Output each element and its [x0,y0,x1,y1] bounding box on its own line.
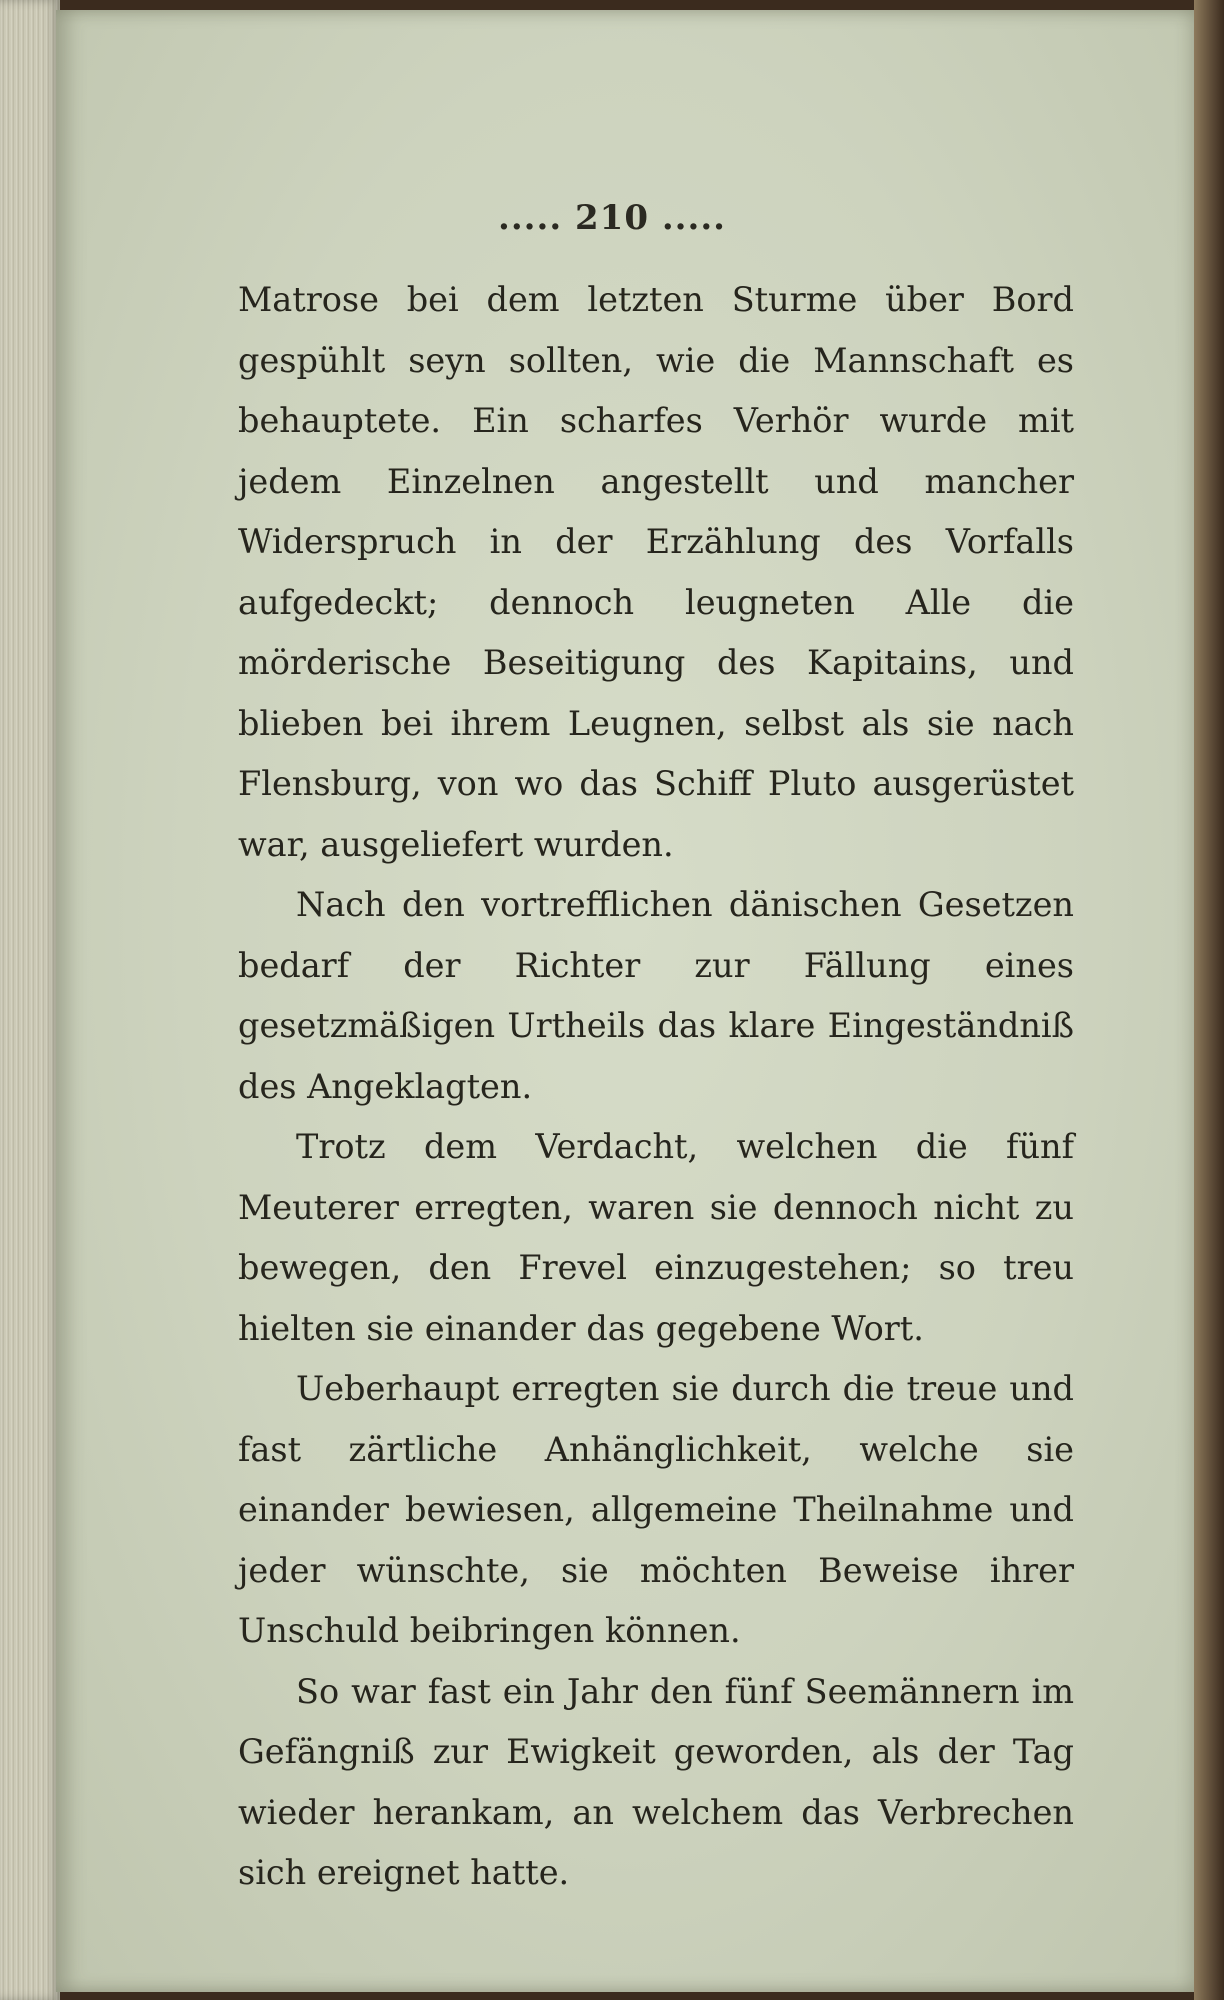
paragraph-5: So war fast ein Jahr den fünf Seemännern im Gefängniß zur Ewigkeit geworden, als der Tag wieder herankam, an welchem das Verbrechen sich ereignet hatte. [238,1671,1074,1892]
paragraph-1: Matrose bei dem letzten Sturme über Bord gespühlt seyn sollten, wie die Mannschaft es behauptete. Ein scharfes Verhör wurde mit jedem Einzelnen angestellt und mancher Widerspruch in der Erzählung des Vorfalls aufgedeckt; dennoch leugneten Alle die mörderische Beseitigung des Kapitains, und blieben bei ihrem Leugnen, selbst als sie nach Flensburg, von wo das Schiff Pluto ausgerüstet war, ausgeliefert wurden. [238,280,1074,864]
paragraph-4: Ueberhaupt erregten sie durch die treue und fast zärtliche Anhänglichkeit, welche sie einander bewiesen, allgemeine Theilnahme und jeder wünschte, sie möchten Beweise ihrer Unschuld beibringen können. [238,1369,1074,1650]
paragraph-2: Nach den vortrefflichen dänischen Gesetzen bedarf der Richter zur Fällung eines gesetzmäßigen Urtheils das klare Eingeständniß des Angeklagten. [238,885,1074,1106]
cover-edge [1194,0,1224,2000]
page-number: ..... 210 ..... [497,198,726,238]
page-stack-edge [0,0,60,2000]
paragraph-3: Trotz dem Verdacht, welchen die fünf Meuterer erregten, waren sie dennoch nicht zu bewegen, den Frevel einzugestehen; so treu hielten sie einander das gegebene Wort. [238,1127,1074,1348]
body-text [238,270,1074,1904]
